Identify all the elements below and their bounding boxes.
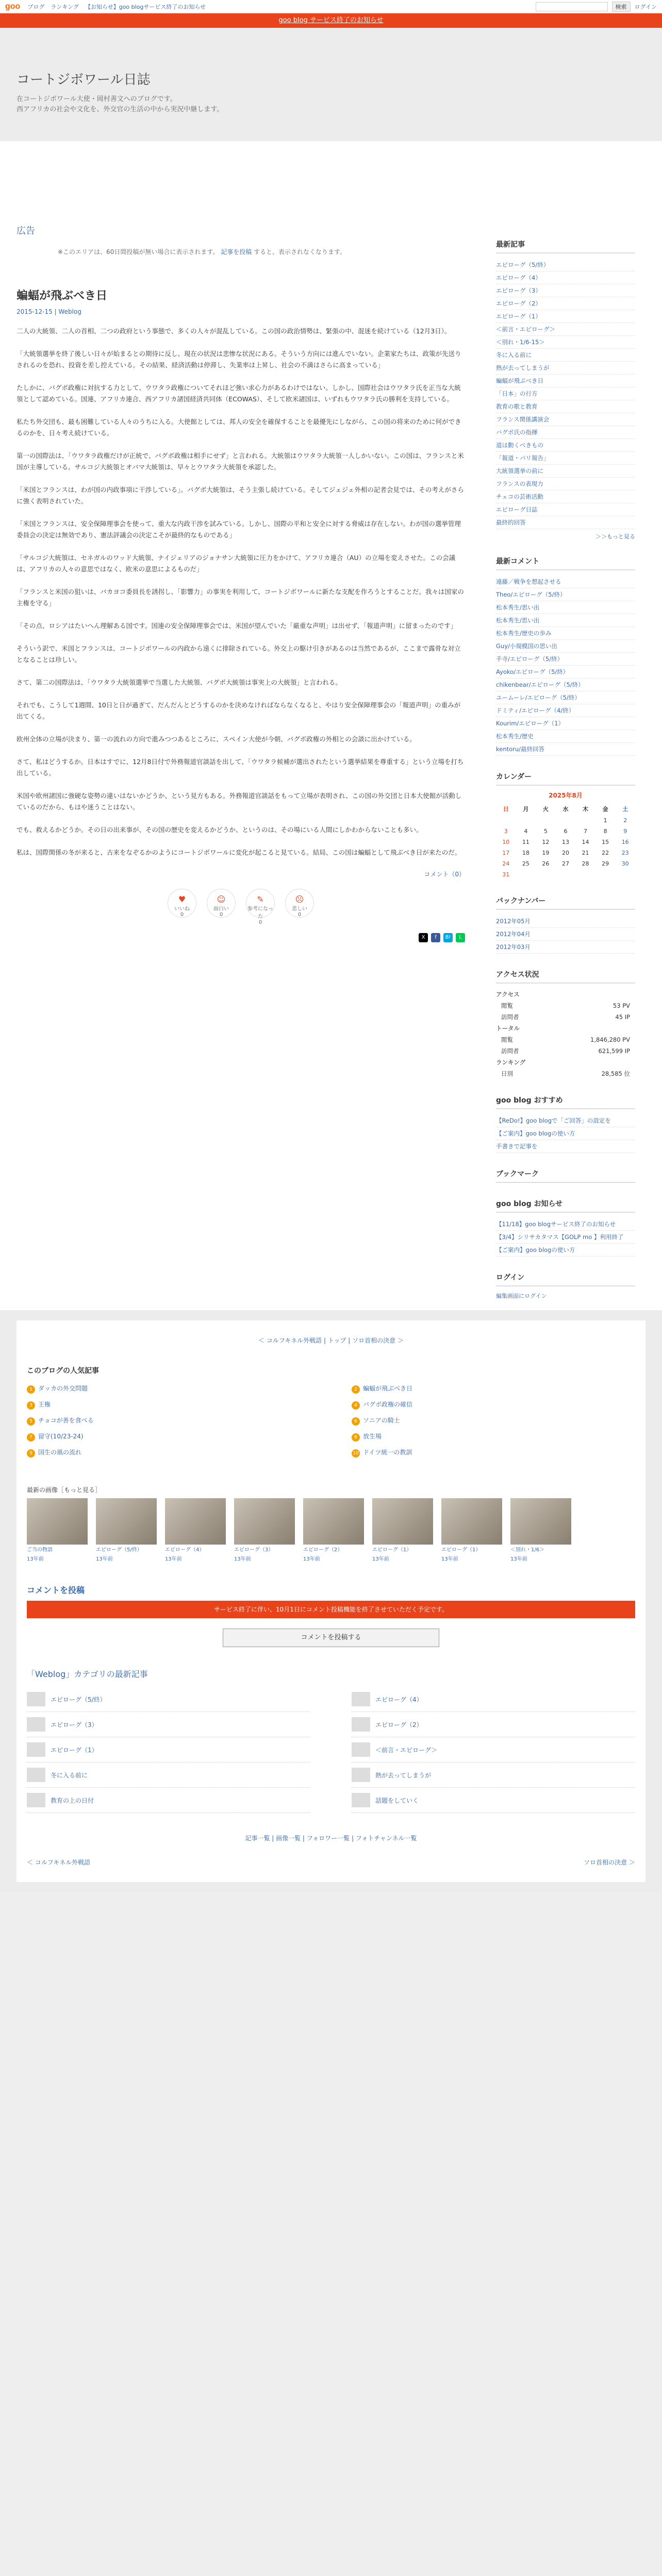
recent-item[interactable]: ＜前言・エピローグ＞ [496, 323, 635, 336]
entry-paragraph: 「サルコジ大統領は、セネガルのワッド大統領、ナイジェリアのジョナサン大統領に圧力をかけて、アフリカ連合（AU）の立場を変えさせた。この会議は、アフリカの人々の意思ではなく、欧米の意思によるものだ」 [16, 554, 456, 573]
photo-thumbnail[interactable] [441, 1498, 502, 1545]
category-entry-title[interactable]: 教育の上の日付 [51, 1797, 94, 1804]
category-entry-thumbnail [27, 1742, 45, 1757]
popular-item[interactable] [27, 1382, 310, 1396]
calendar-day[interactable]: 2 [623, 817, 627, 824]
popular-rank-badge: 4 [352, 1401, 360, 1410]
photo-caption[interactable]: エピローグ（5/終） [96, 1547, 142, 1553]
entry-paragraph: 二人の大統領、二人の首相、二つの政府という事態で、多くの人々が混乱している。この国の政治情勢は、緊張の中、混迷を続けている（12月3日）。 [16, 327, 451, 335]
top-link-ranking[interactable]: ランキング [51, 3, 79, 10]
line-share-icon[interactable]: L [456, 933, 465, 942]
ad-label: 広告 [16, 226, 35, 236]
comment-item[interactable]: 松本秀生/歴史の歩み [496, 627, 635, 640]
calendar-day[interactable]: 7 [584, 828, 588, 835]
next-entry-link[interactable]: ソロ首相の決意 ＞ [584, 1859, 635, 1866]
backnumber-title: バックナンバー [496, 895, 635, 910]
popular-item[interactable] [352, 1398, 635, 1412]
goo-recommend-list [496, 1114, 635, 1153]
entry-paragraph: でも、救えるかどうか。その日の出来事が、その国の歴史を変えるかどうか、というのは、その場にいる人間にしかわからないことも多い。 [16, 826, 423, 834]
access-total-label: トータル [496, 1025, 520, 1032]
photo-caption[interactable]: エピローグ（3） [234, 1547, 274, 1553]
photo-item[interactable] [96, 1498, 157, 1563]
calendar-weekday: 土 [622, 806, 628, 812]
category-entry-thumbnail [352, 1717, 370, 1732]
popular-item-title[interactable]: チョコが善を食べる [38, 1417, 94, 1424]
popular-item[interactable] [352, 1446, 635, 1460]
prev-entry-link[interactable]: ＜ コルフキネル外戦語 [27, 1859, 91, 1866]
popular-rank-badge: 9 [27, 1449, 35, 1458]
popular-item-title[interactable]: ソニアの騎士 [363, 1417, 400, 1424]
category-entry-title[interactable]: エピローグ（2） [375, 1721, 423, 1728]
calendar-day [575, 815, 595, 826]
recent-item[interactable]: 大統領選挙の前に [496, 465, 635, 478]
recent-item[interactable]: ＜別れ・1/6-15＞ [496, 336, 635, 349]
entry-body [16, 326, 465, 858]
service-end-banner[interactable] [0, 13, 662, 28]
content-wrap [0, 141, 662, 1310]
category-entry-title[interactable]: エピローグ（4） [375, 1696, 423, 1703]
calendar-day[interactable]: 15 [602, 839, 609, 845]
comment-item[interactable]: ユームーレ/エピローグ（5/終） [496, 691, 635, 704]
category-entry[interactable] [352, 1762, 635, 1788]
photo-caption[interactable]: ご当の物語 [27, 1547, 53, 1553]
category-entry[interactable] [27, 1687, 310, 1712]
calendar-title: カレンダー [496, 771, 635, 786]
calendar-day[interactable]: 28 [582, 860, 589, 867]
photo-age: 13年前 [441, 1556, 458, 1562]
access-total-view: 閲覧 1,846,280 PV [501, 1036, 630, 1043]
popular-item[interactable] [352, 1430, 635, 1444]
facebook-share-icon[interactable]: f [431, 933, 440, 942]
notice-list [496, 1218, 635, 1257]
bookmark-title: ブックマーク [496, 1168, 635, 1183]
reaction-label: 面白い [213, 906, 229, 912]
goo-recommend-item[interactable]: 手書きで記事を [496, 1140, 635, 1153]
comment-item[interactable]: Ayoko/エピローグ（5/終） [496, 666, 635, 679]
category-entry[interactable] [352, 1712, 635, 1737]
footer-area [0, 1310, 662, 1892]
reaction-button[interactable] [246, 889, 275, 925]
photo-age: 13年前 [303, 1556, 320, 1562]
comment-end-banner[interactable]: サービス終了に伴い、10月1日にコメント投稿機能を終了させていただく予定です。 [27, 1601, 635, 1618]
backnumber-list [496, 915, 635, 954]
reaction-icon: ✎ [257, 894, 264, 904]
calendar-day[interactable]: 13 [561, 839, 569, 845]
comment-item[interactable]: Guy/小規模国の思い出 [496, 640, 635, 653]
goo-logo[interactable]: goo [5, 2, 21, 11]
entry-paragraph: 第一の国際法は、「ウワタラ政権だけが正統で、バグボ政権は相手にせず」と言われる。大統領はウワタラ大統領一人しかいない。この国は、フランスと米国が主導している。サルコジ大統領とオバマ大統領は、早々とウワタラ大統領を承認した。 [16, 452, 464, 471]
photo-thumbnail[interactable] [303, 1498, 364, 1545]
calendar-day[interactable]: 8 [603, 828, 607, 835]
popular-rank-badge: 3 [27, 1401, 35, 1410]
photo-age: 13年前 [372, 1556, 389, 1562]
photo-age: 13年前 [27, 1556, 44, 1562]
recent-item[interactable]: エピローグ（5/終） [496, 259, 635, 272]
entry-date: 2015-12-15 [16, 308, 53, 315]
reaction-icon: ☹ [295, 894, 304, 904]
entry-title[interactable]: 蝙蝠が飛ぶべき日 [16, 290, 108, 302]
note-text: ※このエリアは、60日間投稿が無い場合に表示されます。 [58, 248, 219, 256]
calendar-day[interactable]: 29 [602, 860, 609, 867]
photo-thumbnail[interactable] [234, 1498, 295, 1545]
category-entry-thumbnail [27, 1793, 45, 1807]
category-entry[interactable] [352, 1687, 635, 1712]
entry-paragraph: 「フランスと米国の狙いは、バカヨコ委員長を誘拐し、「影響力」の事実を利用して、コートジボワールに新たな支配を作ろうとすることだ。我々は国家の主権を守る」 [16, 588, 464, 607]
reaction-count: 0 [180, 912, 184, 918]
access-title: アクセス状況 [496, 969, 635, 984]
category-entry-title[interactable]: エピローグ（5/終） [51, 1696, 106, 1703]
category-entry[interactable] [27, 1712, 310, 1737]
calendar-day[interactable]: 4 [524, 828, 528, 835]
search-button[interactable]: 検索 [612, 2, 631, 12]
entry-paragraph: たしかに、バグボ政権に対抗する力として、ウワタラ政権についてそれほど強い求心力があるわけではない。しかし、国際社会はウワタラ氏を正当な大統領として認めている。国連、アフリカ連合、西アフリカ諸国経済共同体（ECOWAS）、そして欧米諸国は、いずれもウワタラ氏の勝利を支持している。 [16, 384, 461, 403]
calendar-weekday: 月 [523, 806, 529, 812]
recent-item[interactable]: 熱が去ってしまうが [496, 362, 635, 375]
note-tail: すると、表示されなくなります。 [254, 248, 346, 256]
category-entry-title[interactable]: 熱が去ってしまうが [375, 1771, 432, 1779]
photo-thumbnail[interactable] [165, 1498, 226, 1545]
note-post-link[interactable]: 記事を投稿 [221, 248, 252, 256]
popular-title: このブログの人気記事 [27, 1367, 99, 1375]
popular-rank-badge: 7 [27, 1433, 35, 1442]
top-link-blog[interactable]: ブログ [27, 3, 45, 10]
photo-item[interactable] [27, 1498, 88, 1563]
recent-item[interactable]: エピローグ（4） [496, 272, 635, 284]
calendar-day [536, 869, 556, 880]
calendar-day [615, 869, 635, 880]
entry [16, 287, 465, 878]
entry-paragraph: 私は、国際関係の冬が来ると、古来をなぞるかのようにコートジボワールに変化が起こると見ている。結局、この国は蝙蝠として飛ぶべき日が来たのだ。 [16, 849, 461, 856]
popular-item-title[interactable]: 王権 [38, 1401, 51, 1408]
calendar-day[interactable]: 3 [504, 828, 508, 835]
reaction-label: 悲しい [292, 906, 307, 912]
blog-header [0, 28, 662, 141]
calendar-day [556, 815, 576, 826]
reactions [16, 889, 465, 925]
recent-item[interactable]: チェコの芸術活動 [496, 490, 635, 503]
calendar-day[interactable]: 24 [502, 860, 510, 867]
access-rank-label: ランキング [496, 1059, 526, 1066]
entry-paragraph: 「米国とフランスは、わが国の内政事項に干渉している」。バグボ大統領は、そう主張し続けている。そしてジェジェ外相の記者会見では、その考えがさらに強く表明されていた。 [16, 486, 464, 505]
popular-item[interactable] [352, 1414, 635, 1428]
login-edit-link[interactable]: 編集画面にログイン [496, 1293, 547, 1299]
category-grid [27, 1687, 635, 1813]
comment-post-title: コメントを投稿 [27, 1585, 85, 1595]
comment-item[interactable]: 松本秀生/思い出 [496, 601, 635, 614]
popular-rank-badge: 8 [352, 1433, 360, 1442]
entry-paragraph: 「その点、ロシアはたいへん理解ある国です。国連の安全保障理事会では、米国が望んでいた「厳重な声明」は出せず、「報道声明」に留まったのです」 [16, 622, 457, 630]
photo-caption[interactable]: ＜別れ・1/6＞ [510, 1547, 545, 1553]
popular-item-title[interactable]: 蝙蝠が飛ぶべき日 [363, 1385, 413, 1392]
recent-item[interactable]: エピローグ日誌 [496, 503, 635, 516]
popular-item[interactable] [27, 1446, 310, 1460]
recent-item[interactable]: 蝙蝠が飛ぶべき日 [496, 375, 635, 387]
comment-item[interactable]: 遠藤／戦争を想起させる [496, 575, 635, 588]
photo-age: 13年前 [165, 1556, 182, 1562]
popular-item[interactable] [27, 1430, 310, 1444]
recent-item[interactable]: 「報道・パリ報告」 [496, 452, 635, 465]
popular-item[interactable] [352, 1382, 635, 1396]
popular-item[interactable] [27, 1414, 310, 1428]
calendar-day[interactable]: 1 [603, 817, 607, 824]
popular-rank-badge: 5 [27, 1417, 35, 1426]
entry-paragraph: それでも、こうして1週間、10日と日が過ぎて、だんだんとどうするのかを決めなければならなくなると、やはり安全保障理事会の「報道声明」の重みが出てくる。 [16, 701, 461, 720]
calendar-day[interactable]: 5 [543, 828, 548, 835]
photo-age: 13年前 [510, 1556, 527, 1562]
calendar-day [595, 869, 616, 880]
goo-recommend-item[interactable]: 【ReDo!】goo blogで「ご回答」の設定を [496, 1114, 635, 1127]
photo-caption[interactable]: エピローグ（2） [303, 1547, 343, 1553]
photo-thumbnail[interactable] [372, 1498, 433, 1545]
popular-rank-badge: 1 [27, 1385, 35, 1394]
search-input[interactable] [536, 2, 608, 11]
reaction-icon: ☺ [217, 894, 226, 904]
calendar-day[interactable]: 25 [522, 860, 529, 867]
reaction-icon: ♥ [178, 894, 186, 904]
photo-caption[interactable]: エピローグ（1） [372, 1547, 412, 1553]
comment-item[interactable]: Kourim/エピローグ（1） [496, 717, 635, 730]
calendar-day [556, 869, 576, 880]
photo-thumbnail[interactable] [27, 1498, 88, 1545]
popular-item-title[interactable]: ダッカの外交問題 [38, 1385, 88, 1392]
photo-item[interactable] [303, 1498, 364, 1563]
photo-item[interactable] [510, 1498, 571, 1563]
top-bar [0, 0, 662, 13]
calendar-day[interactable]: 9 [623, 828, 627, 835]
calendar-day[interactable]: 26 [542, 860, 550, 867]
blog-title[interactable]: コートジボワール日誌 [16, 72, 151, 88]
photo-strip [27, 1498, 635, 1563]
photo-age: 13年前 [96, 1556, 113, 1562]
entry-paragraph: さて、第二の国際法は、「ウワタラ大統領選挙で当選した大統領、バグボ大統領は事実上の大統領」と言われる。 [16, 679, 342, 686]
backnumber-item[interactable]: 2012年03月 [496, 941, 635, 954]
calendar-day[interactable]: 20 [561, 850, 569, 856]
category-entry-title[interactable]: ＜前言・エピローグ＞ [375, 1746, 438, 1754]
entry-paragraph: 私たち外交団も、最も困難している人々のうちに入る。大使館としては、邦人の安全を確保することを最優先にしながら、この国の将来のために何ができるのかを、日々考え続けている。 [16, 418, 461, 437]
comment-item[interactable]: 松本秀生/歴史 [496, 730, 635, 743]
popular-item-title[interactable]: バグボ政権の確信 [363, 1401, 413, 1408]
photo-item[interactable] [234, 1498, 295, 1563]
calendar-day [516, 869, 536, 880]
calendar-day[interactable]: 19 [542, 850, 550, 856]
access-stats [496, 989, 635, 1079]
entry-paragraph: さて、私はどうするか。日本はすでに、12月8日付で外務報道官談話を出して、「ウワタラ候補が選出されたという選挙結果を尊重する」という立場を打ち出している。 [16, 758, 464, 777]
popular-item-title[interactable]: 留守(10/23-24) [38, 1433, 84, 1440]
calendar-day [536, 815, 556, 826]
recent-more-link[interactable]: ＞＞もっと見る [595, 533, 635, 540]
entry-meta: 2015-12-15 | Weblog [16, 308, 81, 315]
entry-paragraph: 米国や欧州諸国に強硬な姿勢の違いはないかどうか、という見方もある。外務報道官談話をもって立場が表明され、この国の外交団と日本大使館が活動しているのだから、もはや迷うことはない。 [16, 792, 462, 811]
photo-caption[interactable]: エピローグ（4） [165, 1547, 205, 1553]
blog-description-1: 在コートジボワール大使・岡村善文へのブログです。 [16, 95, 177, 103]
photo-thumbnail[interactable] [96, 1498, 157, 1545]
calendar-day[interactable]: 6 [564, 828, 568, 835]
notice-item[interactable]: 【ご案内】goo blogの使い方 [496, 1244, 635, 1257]
comments-list [496, 575, 635, 756]
popular-item[interactable] [27, 1398, 310, 1412]
category-entry-thumbnail [352, 1742, 370, 1757]
pager [27, 1858, 635, 1867]
recent-item[interactable]: バグボ氏の指揮 [496, 426, 635, 439]
recent-item[interactable]: フランスの表現力 [496, 478, 635, 490]
reaction-count: 0 [297, 912, 302, 918]
top-links [27, 3, 206, 11]
calendar-day[interactable]: 17 [502, 850, 510, 856]
calendar-day[interactable]: 11 [522, 839, 529, 845]
top-link-notice[interactable]: 【お知らせ】goo blogサービス終了のお知らせ [85, 3, 206, 10]
category-entry-thumbnail [352, 1793, 370, 1807]
category-entry[interactable] [352, 1737, 635, 1762]
photo-age: 13年前 [234, 1556, 251, 1562]
calendar-day [516, 815, 536, 826]
photo-item[interactable] [372, 1498, 433, 1563]
category-entry[interactable] [27, 1737, 310, 1762]
popular-rank-badge: 10 [352, 1449, 360, 1458]
recent-title: 最新記事 [496, 239, 635, 253]
recent-item[interactable]: 冬に入る前に [496, 349, 635, 362]
recent-item[interactable]: フランス関係講演会 [496, 413, 635, 426]
calendar-day[interactable]: 22 [602, 850, 609, 856]
comment-post-button[interactable]: コメントを投稿する [223, 1629, 439, 1647]
login-title: ログイン [496, 1272, 635, 1286]
comment-item[interactable]: 手寺/エピローグ（5/終） [496, 653, 635, 666]
popular-rank-badge: 2 [352, 1385, 360, 1394]
backnumber-item[interactable]: 2012年04月 [496, 928, 635, 941]
entry-paragraph: そういう訳で、米国とフランスは、コートジボワールの内政から遠くに排除されている。外交上の駆け引きがあるのは当然であるが、ここまで露骨な対立となることは珍しい。 [16, 645, 461, 664]
calendar-weekday: 水 [562, 806, 569, 812]
backnumber-item[interactable]: 2012年05月 [496, 915, 635, 928]
calendar-day[interactable]: 16 [621, 839, 629, 845]
comment-item[interactable]: ドミティ/エピローグ（4/終） [496, 704, 635, 717]
photo-thumbnail[interactable] [510, 1498, 571, 1545]
category-entry-thumbnail [27, 1692, 45, 1706]
category-entry-thumbnail [352, 1692, 370, 1706]
calendar-day [575, 869, 595, 880]
category-entry-title[interactable]: 冬に入る前に [51, 1771, 88, 1779]
category-entry-title[interactable]: 話題をしていく [375, 1797, 419, 1804]
main-column [16, 141, 486, 1310]
access-today-label: アクセス [496, 991, 520, 998]
category-entry-title[interactable]: エピローグ（3） [51, 1721, 98, 1728]
access-day-visit: 訪問者 45 IP [501, 1013, 630, 1021]
calendar-day[interactable]: 12 [542, 839, 550, 845]
goo-recommend-title: goo blog おすすめ [496, 1095, 635, 1109]
recent-item[interactable]: 「日本」の行方 [496, 387, 635, 400]
comments-title: 最新コメント [496, 556, 635, 570]
entry-category[interactable]: Weblog [58, 308, 81, 315]
reaction-button[interactable] [285, 889, 314, 918]
recent-item[interactable]: エピローグ（2） [496, 297, 635, 310]
popular-grid [27, 1382, 635, 1460]
reaction-label: 参考になった [247, 906, 273, 920]
hatena-share-icon[interactable]: B! [443, 933, 453, 942]
category-entry-thumbnail [27, 1717, 45, 1732]
notice-item[interactable]: 【3/4】シリサカタマス【GOLP mo 】利用終了 [496, 1231, 635, 1244]
entry-paragraph: 欧州全体の立場が決まり、第一の流れの方向で進みつつあるところに、スペイン大使が今朝、バグボ政権の外相との会談に出かけている。 [16, 735, 416, 743]
photo-caption[interactable]: エピローグ（1） [441, 1547, 481, 1553]
popular-item-title[interactable]: 国生の風の流れ [38, 1449, 82, 1456]
x-share-icon[interactable]: X [419, 933, 428, 942]
calendar-day[interactable]: 18 [522, 850, 529, 856]
recent-item[interactable]: エピローグ（1） [496, 310, 635, 323]
calendar-weekday: 金 [602, 806, 608, 812]
reaction-label: いいね [174, 906, 190, 912]
calendar-day[interactable]: 23 [621, 850, 629, 856]
calendar [496, 791, 635, 880]
sidebar [486, 141, 635, 1310]
reaction-button[interactable] [168, 889, 196, 918]
entry-nav[interactable]: ＜ コルフキネル外戦語 | トップ | ソロ首相の決意 ＞ [258, 1337, 404, 1344]
calendar-day[interactable]: 27 [561, 860, 569, 867]
photo-item[interactable] [165, 1498, 226, 1563]
calendar-day[interactable]: 14 [582, 839, 589, 845]
category-entry[interactable] [352, 1788, 635, 1813]
comment-item[interactable]: Theo/エピローグ（5/終） [496, 588, 635, 601]
recent-item[interactable]: 最終的回答 [496, 516, 635, 529]
recent-item[interactable]: 教育の歌と教育 [496, 400, 635, 413]
calendar-day[interactable]: 30 [621, 860, 629, 867]
inactive-note [16, 247, 465, 256]
notice-item[interactable]: 【11/18】goo blogサービス終了のお知らせ [496, 1218, 635, 1231]
popular-item-title[interactable]: ドイツ統一の教訓 [363, 1449, 412, 1456]
comment-item[interactable]: chikenbear/エピローグ（5/終） [496, 679, 635, 691]
photo-item[interactable] [441, 1498, 502, 1563]
calendar-day[interactable]: 31 [502, 871, 510, 878]
share-buttons [16, 933, 465, 942]
entry-paragraph: 「大統領選挙を終了後しい日々が始まるとの期待に反し、現在の状況は悲惨な状況にある。そういう方向には進んでいない。企業家たちは、政策が先送りされるのを恐れ、投資を差し控えている。その結果、経済活動は停滞し、失業率は上昇し、社会の不満はさらに高まっている」 [16, 350, 461, 369]
blog-description-2: 西アフリカの社会や文化を、外交官の生活の中から実況中継します。 [16, 106, 224, 113]
category-entry-thumbnail [352, 1768, 370, 1782]
comment-item[interactable]: kentoru/最終回答 [496, 743, 635, 756]
goo-recommend-item[interactable]: 【ご案内】goo blogの使い方 [496, 1127, 635, 1140]
recent-item[interactable]: エピローグ（3） [496, 284, 635, 297]
footer-links[interactable]: 記事一覧 | 画像一覧 | フォロワー一覧 | フォトチャンネル一覧 [245, 1835, 417, 1842]
calendar-weekday: 火 [542, 806, 549, 812]
recent-list [496, 259, 635, 529]
access-day-view: 閲覧 53 PV [501, 1002, 630, 1009]
login-link[interactable]: ログイン [634, 3, 657, 10]
popular-item-title[interactable]: 放生場 [363, 1433, 382, 1440]
recent-item[interactable]: 道は動くべきもの [496, 439, 635, 452]
notice-title: goo blog お知らせ [496, 1198, 635, 1213]
category-entry-title[interactable]: エピローグ（1） [51, 1746, 98, 1754]
reaction-button[interactable] [207, 889, 236, 918]
calendar-weekday: 木 [583, 806, 589, 812]
comment-link[interactable]: コメント（0） [424, 871, 465, 878]
access-rank-day: 日別 28,585 位 [501, 1070, 630, 1077]
calendar-day [496, 815, 516, 826]
calendar-weekday: 日 [503, 806, 509, 812]
category-title: 「Weblog」カテゴリの最新記事 [27, 1669, 148, 1679]
access-total-visit: 訪問者 621,599 IP [501, 1047, 630, 1055]
comment-item[interactable]: 松本秀生/思い出 [496, 614, 635, 627]
service-end-banner-text[interactable]: goo blog サービス終了のお知らせ [278, 16, 384, 24]
category-entry[interactable] [27, 1762, 310, 1788]
entry-paragraph: 「米国とフランスは、安全保障理事会を使って、重大な内政干渉を試みている。しかし、国際の平和と安全に対する脅威は存在しない。わが国の選挙管理委員会の決定は無効であり、憲法評議会の決定こそが最終的なものである」 [16, 520, 461, 539]
footer-wrap [16, 1320, 646, 1882]
calendar-day[interactable]: 21 [582, 850, 589, 856]
photos-title[interactable]: 最新の画像［もっと見る］ [27, 1486, 102, 1494]
reaction-count: 0 [219, 912, 223, 918]
category-entry-thumbnail [27, 1768, 45, 1782]
popular-rank-badge: 6 [352, 1417, 360, 1426]
category-entry[interactable] [27, 1788, 310, 1813]
calendar-month: 2025年8月 [549, 792, 583, 799]
calendar-day[interactable]: 10 [502, 839, 510, 845]
reaction-count: 0 [258, 920, 262, 925]
top-right [536, 2, 657, 12]
